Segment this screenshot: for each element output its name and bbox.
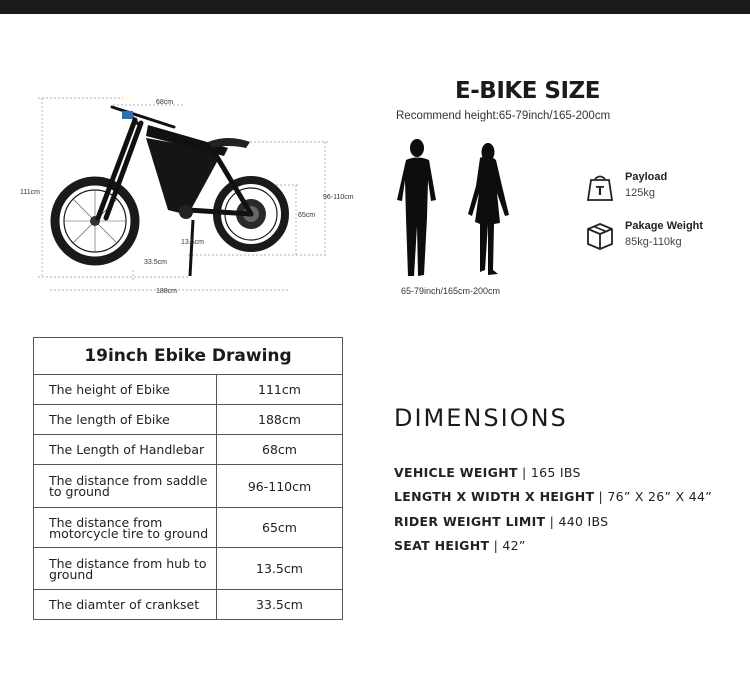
rider-silhouettes bbox=[384, 138, 519, 283]
row-value: 13.5cm bbox=[256, 561, 303, 576]
package-weight-title: Pakage Weight bbox=[625, 220, 704, 232]
row-label: The distance from hub to ground bbox=[34, 548, 217, 589]
payload-value: 125kg bbox=[625, 187, 655, 199]
table-row bbox=[34, 548, 342, 590]
weight-icon bbox=[584, 171, 616, 203]
row-value: 188cm bbox=[258, 412, 301, 427]
row-label: The diamter of crankset bbox=[34, 590, 217, 619]
table-row bbox=[34, 465, 342, 508]
row-label: The distance from motorcycle tire to ground bbox=[34, 508, 217, 547]
handlebar-dimension: 68cm bbox=[156, 99, 174, 106]
height-dimension: 111cm bbox=[20, 189, 40, 196]
dimension-value: 440 IBS bbox=[558, 514, 609, 529]
row-label: The length of Ebike bbox=[34, 405, 217, 434]
top-bar bbox=[0, 0, 750, 14]
table-row bbox=[34, 375, 342, 405]
table-title: 19inch Ebike Drawing bbox=[34, 338, 342, 375]
payload-title: Payload bbox=[625, 171, 668, 183]
row-value: 33.5cm bbox=[256, 597, 303, 612]
row-label: The distance from saddle to ground bbox=[34, 465, 217, 507]
bike-drawing bbox=[28, 90, 368, 305]
row-value: 111cm bbox=[258, 382, 301, 397]
recommend-height: Recommend height:65-79inch/165-200cm bbox=[396, 110, 611, 122]
table-row bbox=[34, 590, 342, 619]
dimensions-title: DIMENSIONS bbox=[394, 404, 568, 432]
table-row bbox=[34, 435, 342, 465]
dimension-value: 76” X 26” X 44” bbox=[607, 489, 713, 504]
row-value: 68cm bbox=[262, 442, 297, 457]
crankset-dimension: 33.5cm bbox=[144, 259, 167, 266]
dimension-item: VEHICLE WEIGHT | 165 IBS bbox=[394, 465, 581, 480]
row-label: The Length of Handlebar bbox=[34, 435, 217, 464]
ebike-size-title: E-BIKE SIZE bbox=[455, 78, 600, 104]
dimension-key: SEAT HEIGHT bbox=[394, 538, 490, 553]
dimension-key: RIDER WEIGHT LIMIT bbox=[394, 514, 546, 529]
package-weight-value: 85kg-110kg bbox=[625, 236, 682, 248]
dimension-key: LENGTH X WIDTH X HEIGHT bbox=[394, 489, 595, 504]
dimension-key: VEHICLE WEIGHT bbox=[394, 465, 518, 480]
female-silhouette bbox=[468, 143, 509, 275]
row-value: 65cm bbox=[262, 520, 297, 535]
svg-text:T: T bbox=[595, 184, 605, 198]
ebike-drawing-table bbox=[33, 337, 343, 620]
saddle-height-dimension: 96-110cm bbox=[323, 194, 354, 201]
dimension-value: 165 IBS bbox=[530, 465, 581, 480]
dimension-item: RIDER WEIGHT LIMIT | 440 IBS bbox=[394, 514, 609, 529]
dimension-value: 42” bbox=[502, 538, 526, 553]
riders-caption: 65-79inch/165cm-200cm bbox=[401, 286, 501, 296]
tire-to-ground-dimension: 65cm bbox=[298, 212, 316, 219]
row-label: The height of Ebike bbox=[34, 375, 217, 404]
table-row bbox=[34, 508, 342, 548]
male-silhouette bbox=[397, 139, 436, 276]
row-value: 96-110cm bbox=[247, 478, 312, 494]
bike-diagram bbox=[20, 90, 368, 305]
dimension-item: SEAT HEIGHT | 42” bbox=[394, 538, 526, 553]
hub-to-ground-dimension: 13.5cm bbox=[181, 239, 204, 246]
table-row bbox=[34, 405, 342, 435]
box-icon bbox=[584, 220, 616, 252]
dimension-item: LENGTH X WIDTH X HEIGHT | 76” X 26” X 44” bbox=[394, 489, 713, 504]
length-dimension: 188cm bbox=[156, 288, 178, 295]
